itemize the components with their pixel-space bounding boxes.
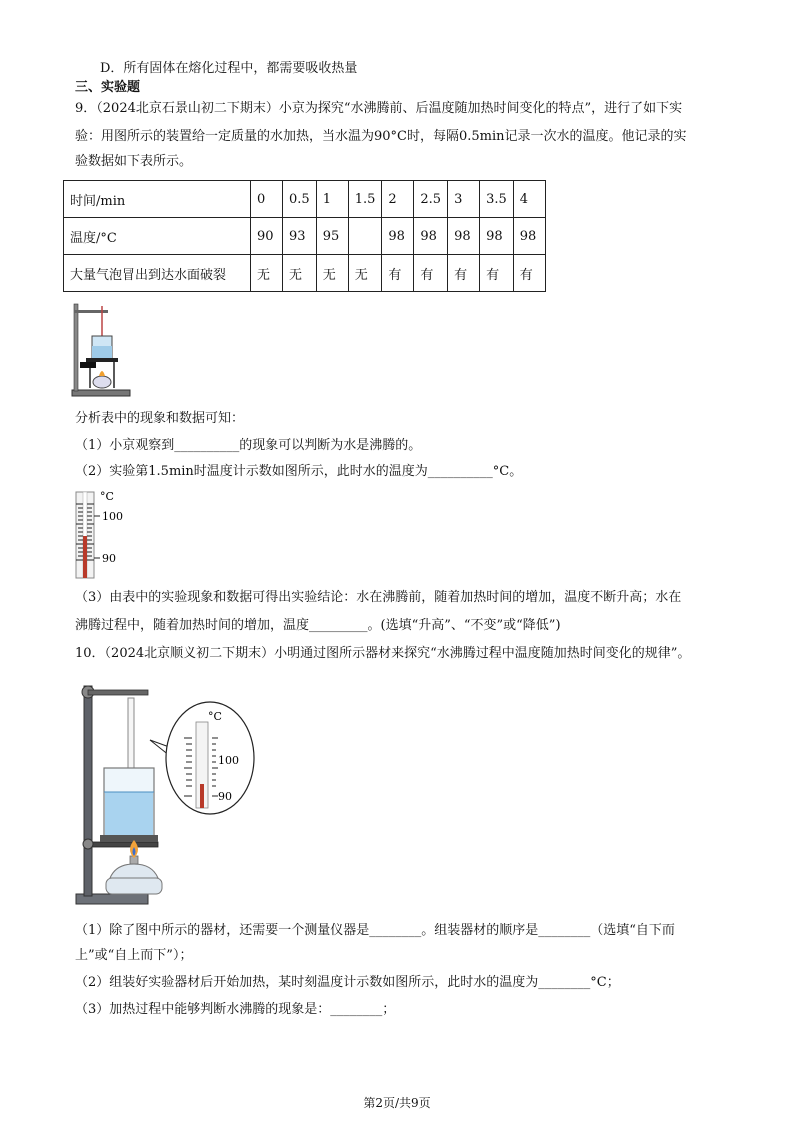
thermo-unit-label: °C [100, 490, 114, 503]
q10-sub1-line2: 上”或“自上而下”）； [75, 948, 193, 963]
q10-sub3: （3）加热过程中能够判断水沸腾的现象是：________； [75, 1002, 396, 1017]
table-cell: 有 [513, 255, 545, 292]
q9-sub3-line1: （3）由表中的实验现象和数据可得出实验结论：水在沸腾前，随着加热时间的增加，温度不断升高；水在 [75, 590, 682, 605]
table-cell: 3 [448, 181, 480, 218]
table-cell: 时间/min [64, 181, 251, 218]
table-cell: 无 [316, 255, 348, 292]
table-row [64, 181, 546, 218]
table-cell: 98 [414, 218, 448, 255]
bubble-100-label: 100 [218, 754, 239, 767]
q9-intro-2: 验：用图所示的装置给一定质量的水加热，当水温为90°C时，每隔0.5min记录一次水的温度。他记录的实 [75, 129, 687, 144]
table-cell: 0 [251, 181, 283, 218]
table-cell: 无 [348, 255, 382, 292]
q10-intro: 10．（2024北京顺义初二下期末）小明通过图所示器材来探究“水沸腾过程中温度随加热时间变化的规律”。 [75, 646, 691, 661]
thermo-90-label: 90 [102, 552, 116, 565]
q9-sub3-line2: 沸腾过程中，随着加热时间的增加，温度_________。(选填“升高”、“不变”或“降低”) [75, 618, 561, 633]
table-cell: 4 [513, 181, 545, 218]
table-cell: 0.5 [283, 181, 317, 218]
table-cell: 温度/°C [64, 218, 251, 255]
table-cell: 2 [382, 181, 414, 218]
q10-sub1-line1: （1）除了图中所示的器材，还需要一个测量仪器是________。组装器材的顺序是________（选填“自下而 [75, 923, 675, 938]
q9-intro-1: 9．（2024北京石景山初二下期末）小京为探究“水沸腾前、后温度随加热时间变化的特点”，进行了如下实 [75, 101, 683, 116]
page-footer: 第2页/共9页 [363, 1096, 431, 1110]
table-cell: 无 [251, 255, 283, 292]
table-row [64, 218, 546, 255]
table-cell: 93 [283, 218, 317, 255]
table-cell: 98 [382, 218, 414, 255]
q9-sub2: （2）实验第1.5min时温度计示数如图所示，此时水的温度为__________°C。 [75, 464, 523, 479]
data-table [63, 180, 546, 292]
table-cell: 3.5 [480, 181, 514, 218]
table-cell: 有 [382, 255, 414, 292]
table-cell: 大量气泡冒出到达水面破裂 [64, 255, 251, 292]
bubble-90-label: 90 [218, 790, 232, 803]
table-cell: 90 [251, 218, 283, 255]
q9-analysis: 分析表中的现象和数据可知： [75, 411, 245, 426]
section-title: 三、实验题 [75, 80, 141, 95]
table-cell: 98 [513, 218, 545, 255]
bubble-unit-label: °C [208, 710, 222, 723]
option-d: D．所有固体在熔化过程中，都需要吸收热量 [100, 61, 358, 76]
q9-thermometer [72, 490, 132, 580]
table-cell: 95 [316, 218, 348, 255]
table-cell: 有 [414, 255, 448, 292]
table-cell: 98 [448, 218, 480, 255]
q9-sub1: （1）小京观察到__________的现象可以判断为水是沸腾的。 [75, 438, 422, 453]
table-cell: 2.5 [414, 181, 448, 218]
q10-reading-bubble [148, 700, 258, 820]
table-cell: 无 [283, 255, 317, 292]
q10-sub2: （2）组装好实验器材后开始加热，某时刻温度计示数如图所示，此时水的温度为________°C； [75, 975, 620, 990]
q9-intro-3: 验数据如下表所示。 [75, 154, 193, 169]
table-cell: 有 [480, 255, 514, 292]
thermo-100-label: 100 [102, 510, 123, 523]
q9-apparatus-figure [68, 300, 134, 398]
table-cell: 1.5 [348, 181, 382, 218]
table-cell: 1 [316, 181, 348, 218]
table-row [64, 255, 546, 292]
table-cell: 有 [448, 255, 480, 292]
table-cell: 98 [480, 218, 514, 255]
table-cell [348, 218, 382, 255]
